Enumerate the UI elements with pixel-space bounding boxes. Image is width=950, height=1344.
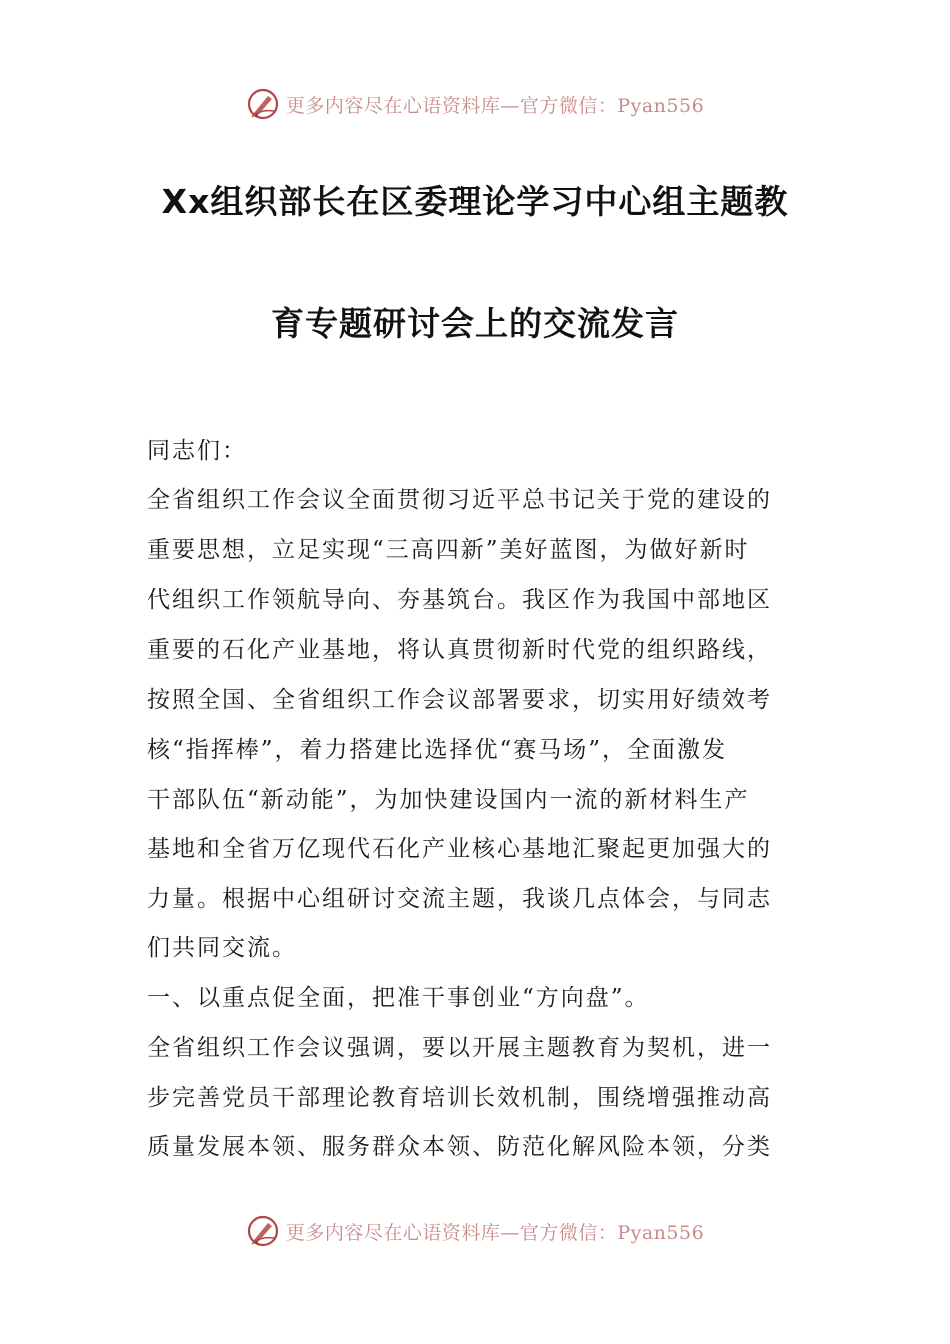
paragraph-line: 质量发展本领、服务群众本领、防范化解风险本领，分类 xyxy=(147,1134,772,1160)
paragraph-line: 全省组织工作会议全面贯彻习近平总书记关于党的建设的 xyxy=(147,487,772,513)
paragraph-line: 代组织工作领航导向、夯基筑台。我区作为我国中部地区 xyxy=(147,587,772,613)
pen-logo-icon xyxy=(246,1214,280,1248)
paragraph-line: 核“指挥棒”，着力搭建比选择优“赛马场”，全面激发 xyxy=(147,737,728,763)
paragraph-line: 力量。根据中心组研讨交流主题，我谈几点体会，与同志 xyxy=(147,886,772,912)
watermark-header xyxy=(0,84,950,124)
paragraph-line: 按照全国、全省组织工作会议部署要求，切实用好绩效考 xyxy=(147,687,772,713)
paragraph-line: 基地和全省万亿现代石化产业核心基地汇聚起更加强大的 xyxy=(147,836,772,862)
paragraph-line: 们共同交流。 xyxy=(147,935,297,961)
salutation: 同志们： xyxy=(147,438,247,464)
document-title-line-1: Xx组织部长在区委理论学习中心组主题教 xyxy=(161,182,789,221)
watermark-footer xyxy=(0,1211,950,1251)
paragraph-line: 干部队伍“新动能”，为加快建设国内一流的新材料生产 xyxy=(147,787,750,813)
document-title-line-2: 育专题研讨会上的交流发言 xyxy=(271,304,679,343)
section-heading: 一、以重点促全面，把准干事创业“方向盘”。 xyxy=(147,985,650,1011)
paragraph-line: 重要思想，立足实现“三高四新”美好蓝图，为做好新时 xyxy=(147,537,750,563)
watermark-text: 更多内容尽在心语资料库—官方微信：Pyan556 xyxy=(285,94,705,117)
paragraph-line: 重要的石化产业基地，将认真贯彻新时代党的组织路线， xyxy=(147,637,772,663)
watermark-text: 更多内容尽在心语资料库—官方微信：Pyan556 xyxy=(285,1221,705,1244)
pen-logo-icon xyxy=(246,87,280,121)
paragraph-line: 步完善党员干部理论教育培训长效机制，围绕增强推动高 xyxy=(147,1085,772,1111)
paragraph-line: 全省组织工作会议强调，要以开展主题教育为契机，进一 xyxy=(147,1035,772,1061)
